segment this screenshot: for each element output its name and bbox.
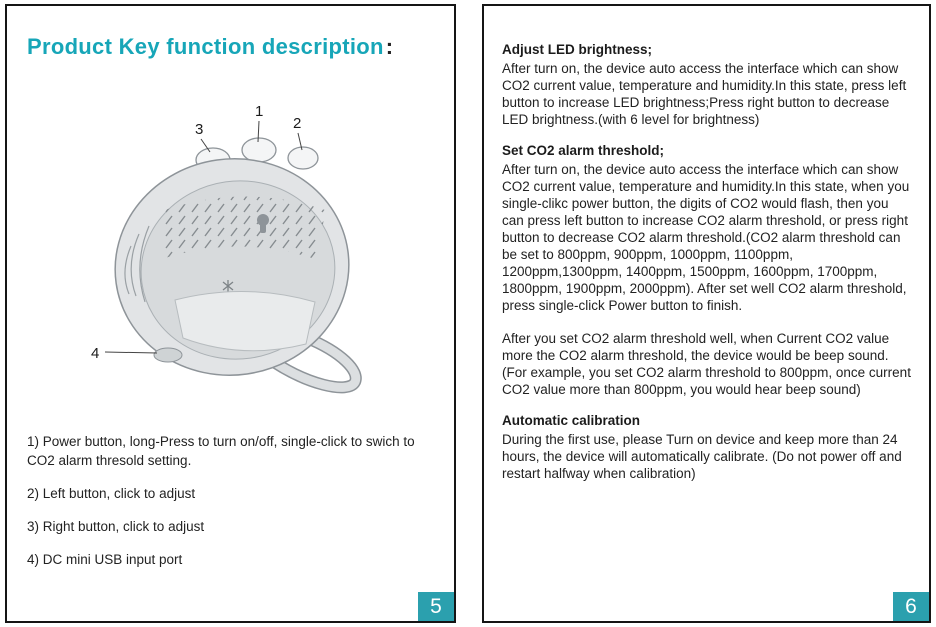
key-function-list [27, 432, 437, 583]
section-co2-threshold [502, 143, 913, 398]
page-number-badge-right: 6 [893, 592, 929, 621]
right-button [288, 147, 318, 169]
section-led-brightness [502, 42, 913, 128]
section-automatic-calibration [502, 413, 913, 482]
callout-label-usb: 4 [91, 345, 100, 362]
lower-panel [175, 291, 315, 350]
page-6 [482, 4, 931, 623]
callout-label-right: 2 [293, 115, 302, 132]
list-item-left: 2) Left button, click to adjust [27, 486, 196, 501]
section-heading: Adjust LED brightness; [502, 42, 653, 57]
co2-device-drawing [7, 94, 458, 424]
page-number-badge-left: 5 [418, 592, 454, 621]
usb-port-area [154, 348, 182, 362]
callout-label-left: 3 [195, 121, 204, 138]
power-button [242, 138, 276, 162]
section-heading: Automatic calibration [502, 413, 641, 428]
page-5 [5, 4, 456, 623]
list-item-usb: 4) DC mini USB input port [27, 552, 183, 567]
device-illustration [7, 94, 458, 424]
callout-line-4 [105, 352, 157, 353]
instructions-content [484, 6, 929, 497]
section-heading: Set CO2 alarm threshold; [502, 143, 665, 158]
page-title-text: Product Key function description [27, 34, 384, 59]
section-paragraph: During the first use, please Turn on device and keep more than 24 hours, the device will automatically calibrate. (Do not power off and restart halfway when calibration) [502, 432, 902, 481]
callout-label-power: 1 [255, 103, 264, 120]
section-paragraph: After turn on, the device auto access the interface which can show CO2 current value, temperature and humidity.In this state, press left button to increase LED brightness;Press right button to decrease LED brightness.(with 6 level for brightness) [502, 61, 907, 127]
list-item-right: 3) Right button, click to adjust [27, 519, 205, 534]
page-title-colon: : [385, 34, 394, 59]
section-paragraph: After you set CO2 alarm threshold well, when Current CO2 value more the CO2 alarm threshold, the device would be beep sound. (For example, you set CO2 alarm threshold to 800ppm, once current CO2 value more than 800ppm, you would hear beep sound) [502, 331, 911, 397]
page-title [27, 34, 393, 60]
section-paragraph: After turn on, the device auto access the interface which can show CO2 current value, temperature and humidity.In this state, when you single-clikc power button, the digits of CO2 would flash, then you can press left button to increase CO2 alarm threshold, or press right button to decrease CO2 alarm threshold.(CO2 alarm threshold can be set to 800ppm, 900ppm, 1000ppm, 1100ppm, 1200ppm,1300ppm, 1400ppm, 1500ppm, 1600ppm, 1700ppm, 1800ppm, 1900ppm, 2000ppm). After set well CO2 alarm threshold, press single-click Power button to finish. [502, 162, 910, 313]
list-item-power: 1) Power button, long-Press to turn on/off, single-click to swich to CO2 alarm thresold setting. [27, 434, 415, 468]
